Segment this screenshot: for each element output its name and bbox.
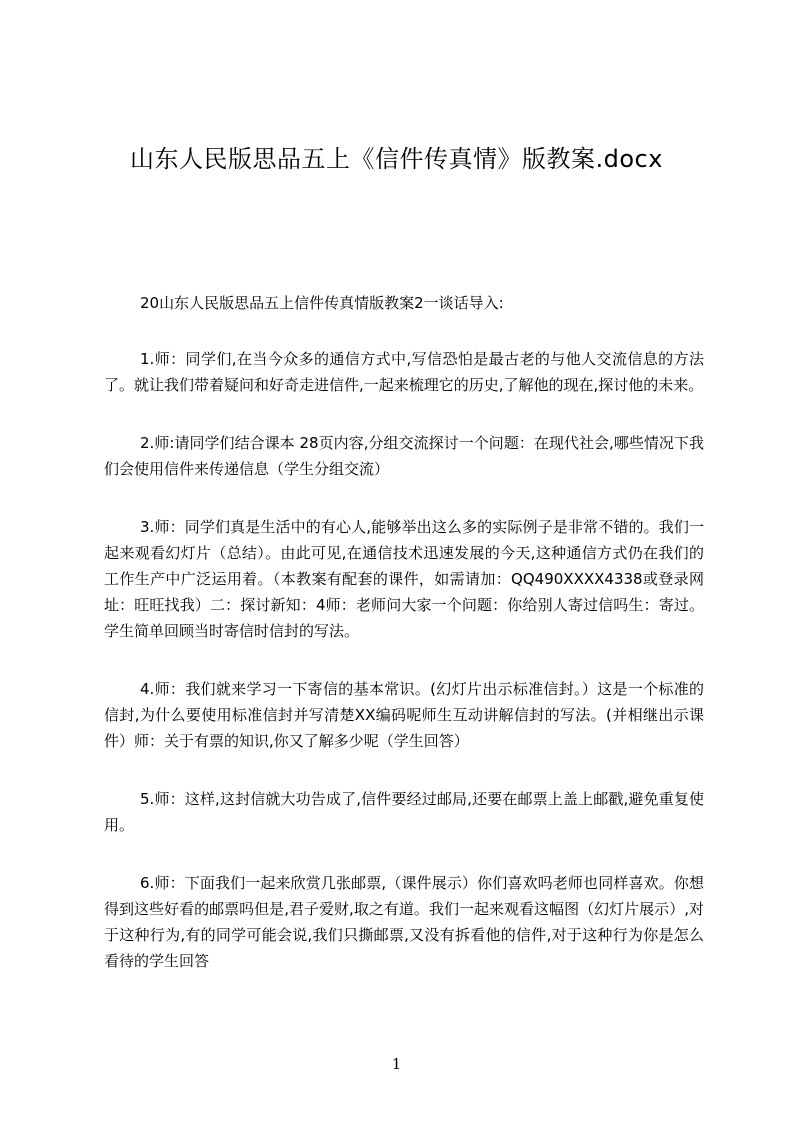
paragraph-4: 4.师：我们就来学习一下寄信的基本常识。(幻灯片出示标准信封。）这是一个标准的信封,为什么要使用标准信封并写清楚XX编码呢师生互动讲解信封的写法。(并相继出示课件）师：关于有票的知识,你又了解多少呢（学生回答）	[104, 680, 704, 750]
paragraph-1: 1.师：同学们,在当今众多的通信方式中,写信恐怕是最古老的与他人交流信息的方法了。就让我们带着疑问和好奇走进信件,一起来梳理它的历史,了解他的现在,探讨他的未来。	[104, 350, 704, 394]
document-body	[104, 290, 704, 1006]
paragraph-3: 3.师：同学们真是生活中的有心人,能够举出这么多的实际例子是非常不错的。我们一起来观看幻灯片（总结）。由此可见,在通信技术迅速发展的今天,这种通信方式仍在我们的工作生产中广泛运用着。（本教案有配套的课件，如需请加：QQ490XXXX4338或登录网址：旺旺找我）二：探讨新知：4师：老师问大家一个问题：你给别人寄过信吗生：寄过。学生简单回顾当时寄信时信封的写法。	[104, 518, 704, 640]
paragraph-6: 6.师：下面我们一起来欣赏几张邮票,（课件展示）你们喜欢吗老师也同样喜欢。你想得到这些好看的邮票吗但是,君子爱财,取之有道。我们一起来观看这幅图（幻灯片展示）,对于这种行为,有的同学可能会说,我们只撕邮票,又没有拆看他的信件,对于这种行为你是怎么看待的学生回答	[104, 874, 704, 970]
paragraph-2: 2.师:请同学们结合课本 28页内容,分组交流探讨一个问题：在现代社会,哪些情况下我们会使用信件来传递信息（学生分组交流）	[104, 434, 704, 478]
paragraph-5: 5.师：这样,这封信就大功告成了,信件要经过邮局,还要在邮票上盖上邮戳,避免重复使用。	[104, 790, 704, 834]
paragraph-intro: 20山东人民版思品五上信件传真情版教案2一谈话导入:	[140, 294, 504, 312]
document-title: 山东人民版思品五上《信件传真情》版教案.docx	[130, 145, 663, 173]
page-number: 1	[391, 1055, 402, 1073]
